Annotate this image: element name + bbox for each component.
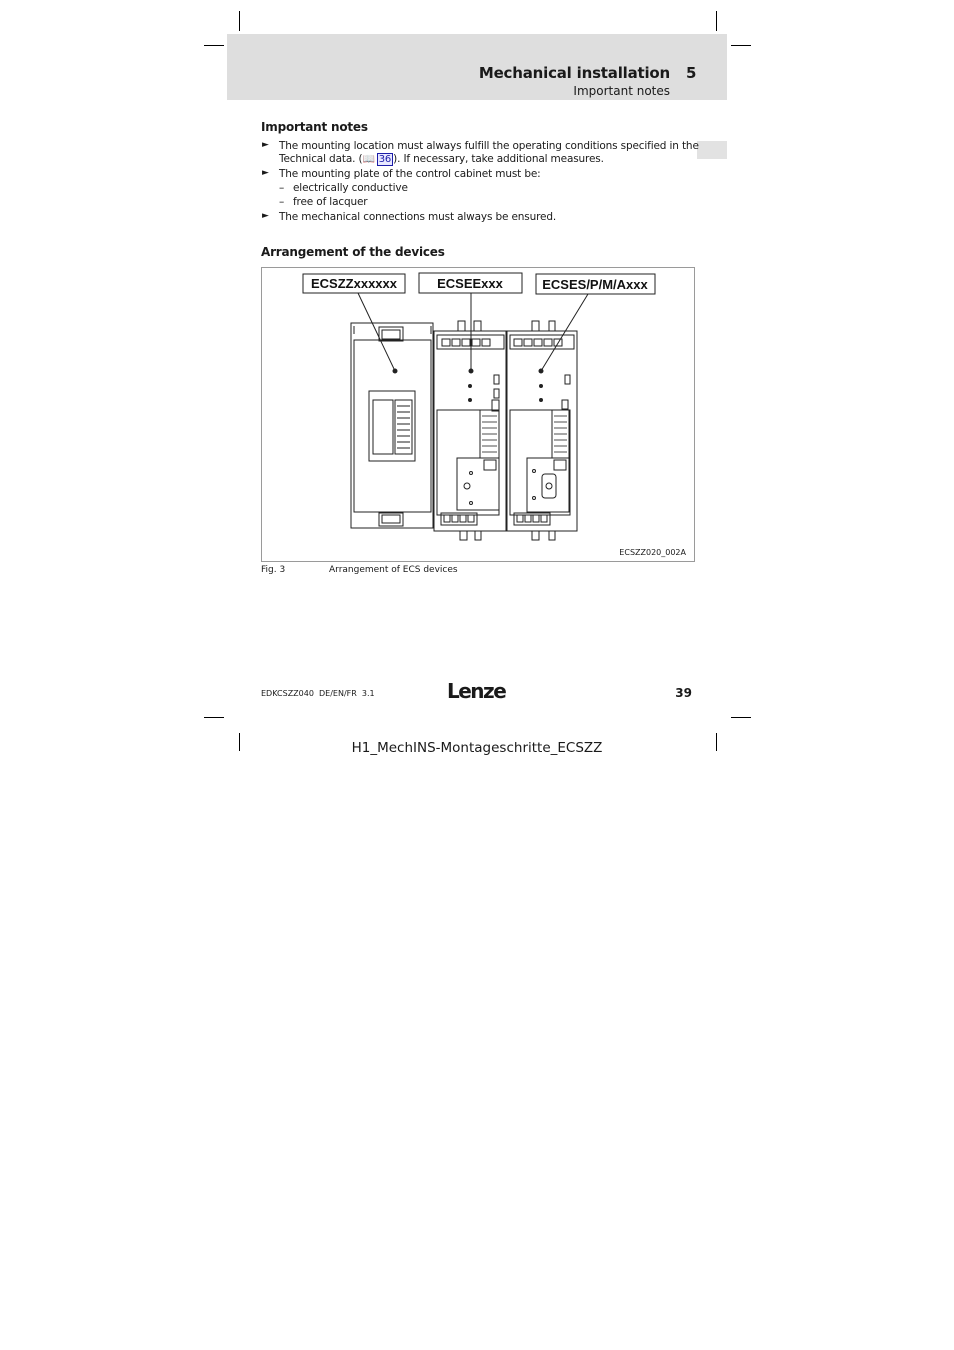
note-subitem-2: free of lacquer	[293, 196, 368, 208]
leader-line-ecses	[541, 294, 588, 371]
lenze-logo: Lenze	[447, 679, 506, 703]
device-label-ecszz: ECSZZxxxxxx	[311, 276, 397, 291]
arrangement-heading: Arrangement of the devices	[261, 245, 445, 259]
crop-mark	[204, 717, 224, 718]
notes-heading: Important notes	[261, 120, 368, 134]
bullet-icon: ►	[262, 140, 269, 150]
side-tab	[697, 141, 727, 159]
note-item-1-line2	[279, 153, 604, 166]
note-subitem-1: electrically conductive	[293, 182, 408, 194]
bullet-icon: ►	[262, 211, 269, 221]
bottom-label: H1_MechINS-Montageschritte_ECSZZ	[351, 740, 603, 756]
chapter-title: Mechanical installation	[478, 64, 670, 82]
crop-mark	[716, 11, 717, 31]
note-item-2-line1: The mounting plate of the control cabinet must be:	[279, 168, 541, 180]
note-item-1-suffix: ). If necessary, take additional measures.	[393, 153, 604, 165]
crop-mark	[731, 45, 751, 46]
note-item-1-prefix: Technical data. (	[279, 153, 363, 165]
figure-code: ECSZZ020_002A	[619, 548, 686, 557]
device-ecsee	[434, 321, 506, 540]
device-ecses	[507, 321, 577, 540]
book-icon: 📖	[362, 154, 375, 165]
device-arrangement-figure	[262, 268, 694, 561]
figure-caption-number: Fig. 3	[261, 565, 286, 575]
note-item-1-line1: The mounting location must always fulfill the operating conditions specified in the	[279, 140, 699, 152]
bullet-icon: ►	[262, 168, 269, 178]
crop-mark	[731, 717, 751, 718]
crop-mark	[204, 45, 224, 46]
device-ecszz	[351, 323, 433, 528]
crop-mark	[239, 11, 240, 31]
figure-caption-text: Arrangement of ECS devices	[329, 565, 458, 575]
device-label-ecses: ECSES/P/M/Axxx	[542, 277, 648, 292]
chapter-number: 5	[686, 64, 697, 82]
chapter-subtitle: Important notes	[573, 84, 670, 98]
page-number: 39	[675, 686, 692, 700]
dash-icon: –	[279, 196, 285, 208]
footer-doc-code: EDKCSZZ040 DE/EN/FR 3.1	[261, 689, 375, 698]
device-label-ecsee: ECSEExxx	[437, 276, 503, 291]
page-ref-link[interactable]: 36	[378, 154, 392, 165]
dash-icon: –	[279, 182, 285, 194]
leader-line-ecszz	[358, 293, 395, 371]
note-item-3-line1: The mechanical connections must always be ensured.	[279, 211, 557, 223]
